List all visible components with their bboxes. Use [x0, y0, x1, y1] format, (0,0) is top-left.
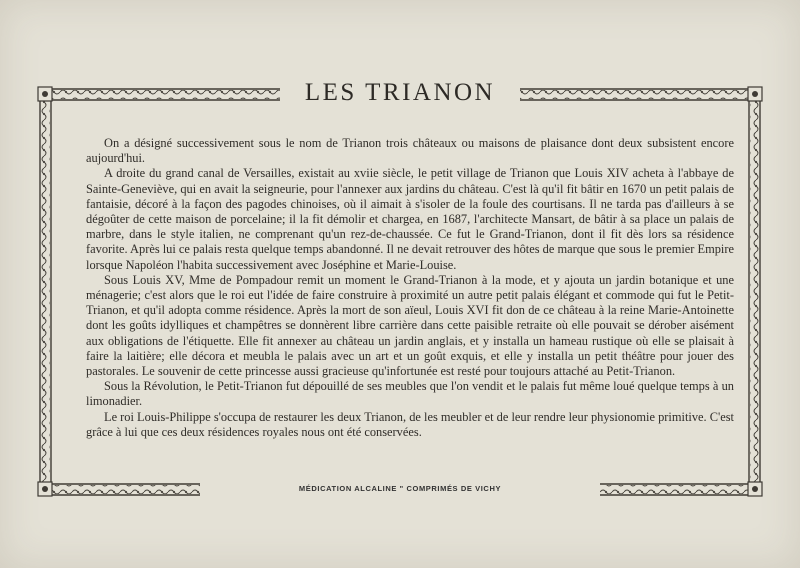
paragraph: Sous Louis XV, Mme de Pompadour remit un moment le Grand-Trianon à la mode, et y ajouta un jardin botanique et une ménagerie; c'est alors que le roi eut l'idée de faire construire à proximité un autre petit palais élégant et commode qui fut le Petit-Trianon, et qu'il adopta comme résidence. Après la mort de son aïeul, Louis XVI fit don de ce château à la reine Marie-Antoinette dont les goûts idylliques et champêtres se donnèrent libre carrière dans cette paisible retraite où elle pouvait se dérober aisément aux obligations de l'étiquette. Elle fit annexer au château un jardin anglais, et y installa un hameau rustique où elle se plaisait à faire la laitière; elle décora et meubla le palais avec un art et un goût exquis, et elle y installa un petit théâtre pour jouer des pastorales. Le souvenir de cette princesse aussi gracieuse qu'infortunée est resté pour toujours attaché au Petit-Trianon.: [86, 272, 734, 379]
body-text: [86, 136, 734, 440]
paragraph: Sous la Révolution, le Petit-Trianon fut dépouillé de ses meubles que l'on vendit et le palais fut même loué quelque temps à un limonadier.: [86, 379, 734, 409]
page-title: LES TRIANON: [280, 78, 520, 108]
paragraph: Le roi Louis-Philippe s'occupa de restaurer les deux Trianon, de les meubler et de leur rendre leur physionomie primitive. C'est grâce à lui que ces deux résidences royales nous ont été conservées.: [86, 409, 734, 439]
border-left: [40, 89, 51, 495]
paragraph: On a désigné successivement sous le nom de Trianon trois châteaux ou maisons de plaisance dont deux subsistent encore aujourd'hui.: [86, 136, 734, 166]
footer-caption: MÉDICATION ALCALINE " COMPRIMÉS DE VICHY: [200, 482, 600, 496]
border-right: [749, 89, 760, 495]
border-top-right: [520, 89, 760, 100]
border-top-left: [40, 89, 280, 100]
paragraph: A droite du grand canal de Versailles, existait au xviie siècle, le petit village de Trianon que Louis XIV acheta à l'abbaye de Sainte-Geneviève, qui en avait la seigneurie, pour l'annexer aux jardins du château. C'est là qu'il fit bâtir en 1670 un petit palais de fantaisie, décoré à la façon des pagodes chinoises, où il aimait à s'isoler de la foule des courtisans. Il ne tarda pas d'ailleurs à se dégoûter de cette maison de porcelaine; il la fit démolir et chargea, en 1687, l'architecte Mansart, de bâtir à sa place un palais de marbre, dans le style italien, ne comprenant qu'un rez-de-chaussée. Ce fut le Grand-Trianon, dont il fit dès lors sa résidence favorite. Après lui ce palais resta quelque temps abandonné. Il ne devait retrouver des hôtes de marque que sous le premier Empire lorsque Napoléon l'habita successivement avec Joséphine et Marie-Louise.: [86, 166, 734, 272]
